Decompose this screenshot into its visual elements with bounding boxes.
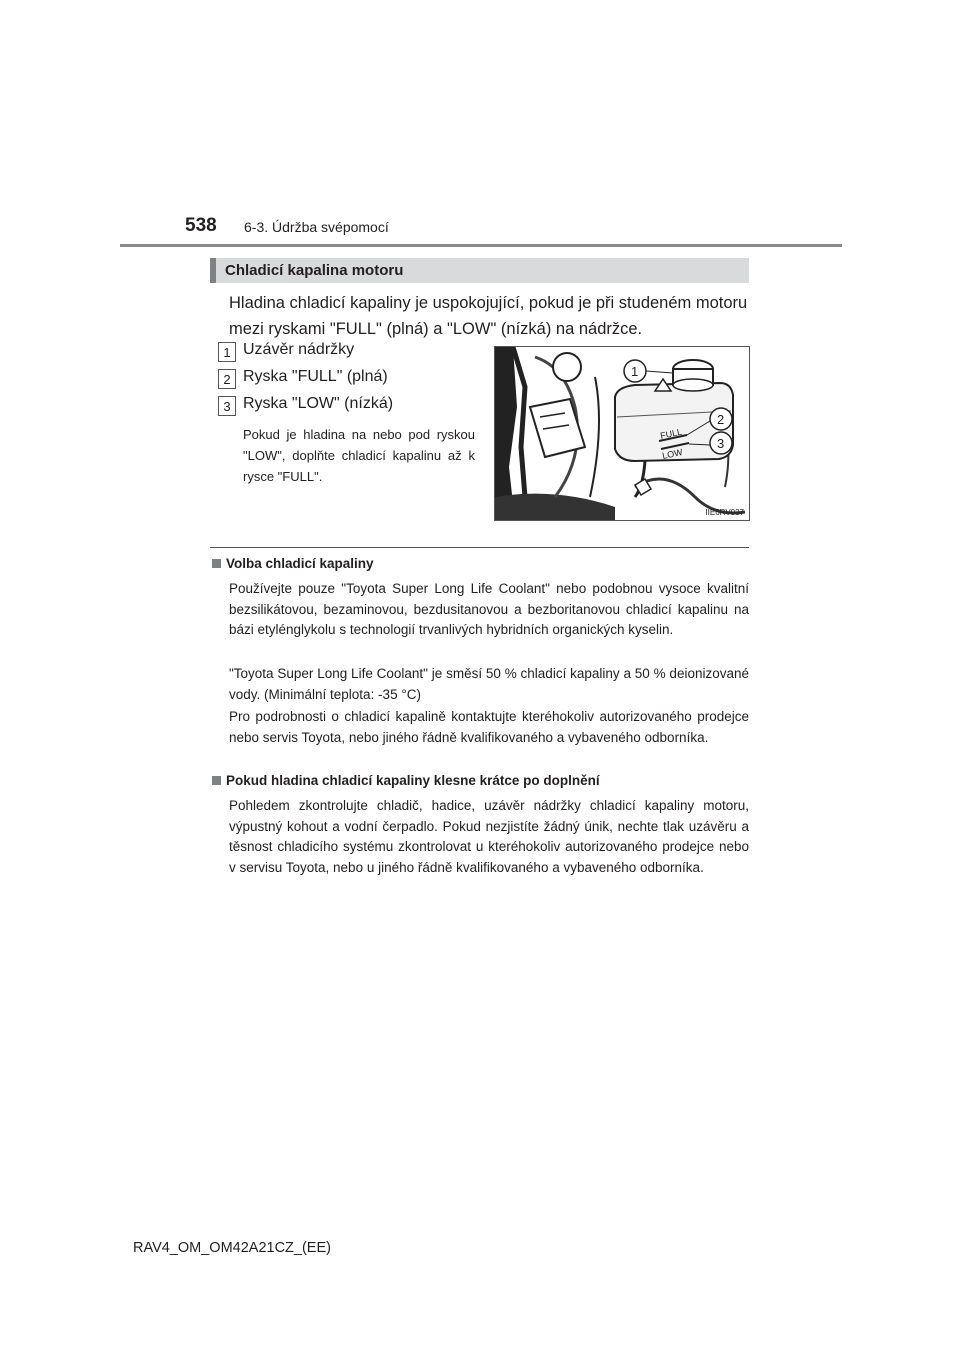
intro-paragraph: Hladina chladicí kapaliny je uspokojující, pokud je při studeném motoru mezi ryskami "FULL" (plná) a "LOW" (nízká) na nádržce. <box>229 294 748 338</box>
footer-document-id: RAV4_OM_OM42A21CZ_(EE) <box>133 1240 331 1256</box>
callout-3-label: 3 <box>717 436 725 451</box>
legend-number: 2 <box>218 369 236 389</box>
figure-code: IIE6RV037 <box>705 508 744 517</box>
callout-2-label: 2 <box>717 412 725 427</box>
section-title: Chladicí kapalina motoru <box>225 262 404 279</box>
callout-1-label: 1 <box>631 364 639 379</box>
engine-bay-drawing <box>495 347 750 521</box>
paragraph-coolant-mix: "Toyota Super Long Life Coolant" je směsí 50 % chladicí kapaliny a 50 % deionizované vody. (Minimální teplota: -35 °C) <box>229 666 749 702</box>
note-text: Pokud je hladina na nebo pod ryskou "LOW", doplňte chladicí kapalinu až k rysce "FULL". <box>243 427 475 484</box>
legend-label: Uzávěr nádržky <box>243 341 355 358</box>
legend-label: Ryska "LOW" (nízká) <box>243 395 394 412</box>
paragraph-leak-check: Pohledem zkontrolujte chladič, hadice, uzávěr nádržky chladicí kapaliny motoru, výpustný kohout a vodní čerpadlo. Pokud nezjistíte žádný únik, nechte tlak uzávěru a těsnost chladicího systému zkontrolovat u kteréhokoliv autorizovaného prodejce nebo v servisu Toyota, nebo u jiného řádně kvalifikovaného a vybaveného odborníka. <box>229 798 749 875</box>
full-mark-label: FULL <box>659 426 683 441</box>
section-divider <box>210 547 749 548</box>
low-mark-label: LOW <box>661 446 684 461</box>
subheading-text: Pokud hladina chladicí kapaliny klesne krátce po doplnění <box>226 773 600 788</box>
section-heading-bar <box>210 258 749 283</box>
subheading-coolant-choice <box>212 556 374 571</box>
subheading-level-drops <box>212 773 600 788</box>
chapter-title: 6-3. Údržba svépomocí <box>244 219 389 235</box>
square-bullet-icon <box>212 776 221 785</box>
legend-label: Ryska "FULL" (plná) <box>243 368 388 385</box>
paragraph-coolant-spec: Používejte pouze "Toyota Super Long Life Coolant" nebo podobnou vysoce kvalitní bezsilikátovou, bezaminovou, bezdusitanovou a bezboritanovou chladicí kapalinu na bázi etylénglykolu s technologií trvanlivých hybridních organických kyselin. <box>229 581 749 638</box>
legend-number: 1 <box>218 342 236 362</box>
section-bar-accent <box>210 258 216 283</box>
coolant-reservoir-illustration <box>494 346 750 521</box>
paragraph-coolant-contact: Pro podrobnosti o chladicí kapalině kontaktujte kteréhokoliv autorizovaného prodejce nebo servis Toyota, nebo jiného řádně kvalifikovaného a vybaveného odborníka. <box>229 709 749 745</box>
header-rule <box>120 244 842 247</box>
square-bullet-icon <box>212 559 221 568</box>
subheading-text: Volba chladicí kapaliny <box>226 556 374 571</box>
page-number: 538 <box>185 215 217 236</box>
legend-number: 3 <box>218 396 236 416</box>
